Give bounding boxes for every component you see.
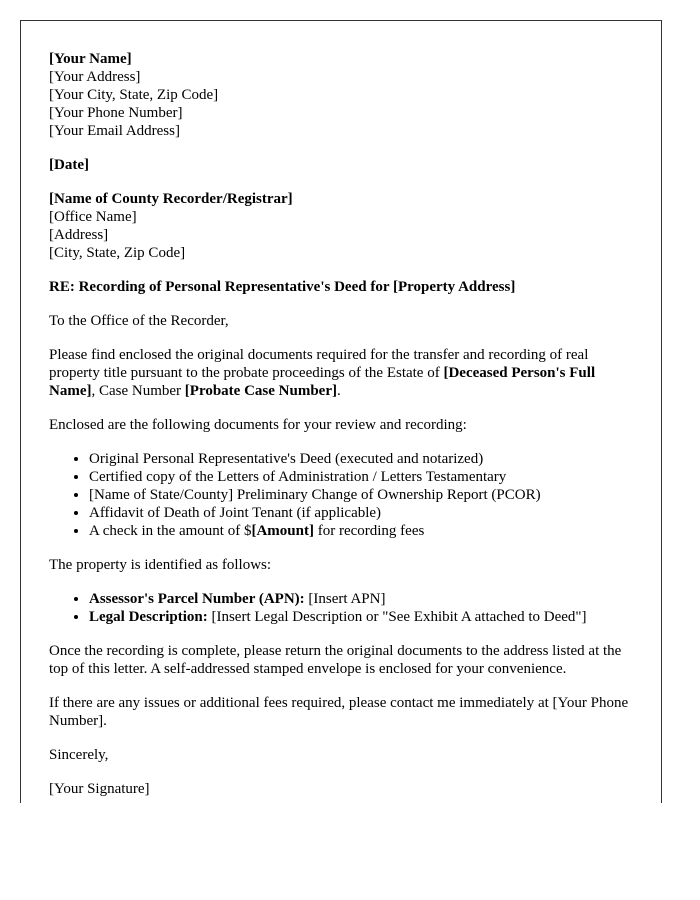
- list-item: [89, 522, 634, 540]
- enclosed-intro: Enclosed are the following documents for your review and recording:: [49, 417, 467, 433]
- list-item: [89, 590, 634, 608]
- check-text: A check in the amount of $: [89, 523, 252, 539]
- list-item: [89, 608, 634, 626]
- sender-address: [Your Address]: [49, 69, 141, 85]
- list-item: • [Name of State/County] Preliminary Change of Ownership Report (PCOR): [89, 486, 634, 504]
- sender-block: [49, 50, 634, 140]
- signature: [Your Signature]: [49, 781, 150, 797]
- property-value: [Insert APN]: [304, 591, 386, 607]
- intro-text: Please find enclosed the original documents required for the transfer and recording of real property title pursuant to the probate proceedings of the Estate of: [49, 347, 589, 381]
- recipient-block: [49, 190, 634, 262]
- letter-page: [20, 20, 662, 803]
- list-item: • Certified copy of the Letters of Administration / Letters Testamentary: [89, 468, 634, 486]
- check-text: for recording fees: [313, 523, 425, 539]
- return-paragraph: Once the recording is complete, please return the original documents to the address listed at the top of this letter. A self-addressed stamped envelope is enclosed for your convenience.: [49, 643, 622, 677]
- salutation: To the Office of the Recorder,: [49, 313, 229, 329]
- subject: RE: Recording of Personal Representative's Deed for [Property Address]: [49, 279, 516, 295]
- sender-email: [Your Email Address]: [49, 123, 180, 139]
- property-label: Legal Description:: [89, 609, 208, 625]
- deceased-name: [Deceased Person's Full Name]: [49, 365, 596, 399]
- sender-city: [Your City, State, Zip Code]: [49, 87, 219, 103]
- intro-text: , Case Number: [91, 383, 185, 399]
- list-item: • Affidavit of Death of Joint Tenant (if applicable): [89, 504, 634, 522]
- list-item: • Original Personal Representative's Deed (executed and notarized): [89, 450, 634, 468]
- date-line: [49, 156, 634, 174]
- recipient-name: [Name of County Recorder/Registrar]: [49, 191, 293, 207]
- intro-text: .: [337, 383, 341, 399]
- issues-paragraph: If there are any issues or additional fees required, please contact me immediately at [Your Phone Number].: [49, 695, 629, 729]
- subject-line: [49, 278, 634, 296]
- property-label: Assessor's Parcel Number (APN):: [89, 591, 305, 607]
- closing: Sincerely,: [49, 747, 109, 763]
- documents-list: [49, 450, 634, 540]
- sender-name: [Your Name]: [49, 51, 132, 67]
- date: [Date]: [49, 157, 89, 173]
- check-amount: [Amount]: [251, 523, 314, 539]
- intro-paragraph: [49, 346, 634, 400]
- property-value: [Insert Legal Description or "See Exhibit A attached to Deed"]: [207, 609, 587, 625]
- property-intro: The property is identified as follows:: [49, 557, 272, 573]
- recipient-office: [Office Name]: [49, 209, 137, 225]
- recipient-address: [Address]: [49, 227, 109, 243]
- property-list: [49, 590, 634, 626]
- recipient-city: [City, State, Zip Code]: [49, 245, 186, 261]
- case-number: [Probate Case Number]: [184, 383, 337, 399]
- sender-phone: [Your Phone Number]: [49, 105, 183, 121]
